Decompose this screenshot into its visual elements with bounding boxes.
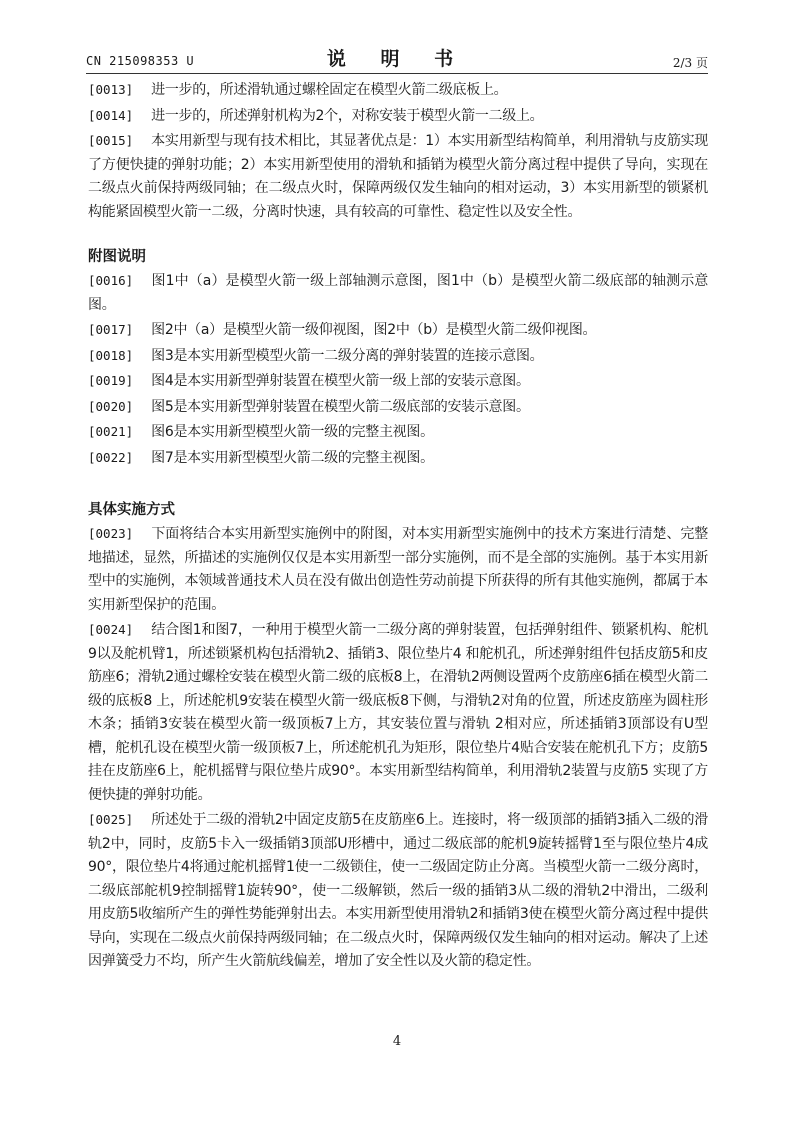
paragraph-text: 图6是本实用新型模型火箭一级的完整主视图。 [151,424,434,440]
paragraph-id: [0013] [88,82,134,97]
section-heading-figures: 附图说明 [88,249,146,265]
paragraph-0022 [88,446,708,471]
paragraph-id: [0015] [88,133,134,148]
paragraph-0014 [88,104,708,129]
paragraph-id: [0019] [88,373,134,388]
paragraph-id: [0021] [88,424,134,439]
paragraph-0019 [88,369,708,394]
paragraph-0017 [88,318,708,343]
paragraph-text: 图2中（a）是模型火箭一级仰视图，图2中（b）是模型火箭二级仰视图。 [151,322,597,338]
paragraph-id: [0024] [88,622,134,637]
paragraph-text: 结合图1和图7，一种用于模型火箭一二级分离的弹射装置，包括弹射组件、锁紧机构、舵机9以及舵机臂1，所述锁紧机构包括滑轨2、插销3、限位垫片4 和舵机孔，所述弹射组件包括皮筋5和皮筋座6；滑轨2通过螺栓安装在模型火箭二级的底板8上，在滑轨2两侧设置两个皮筋座6插在模型火箭二级的底板8 上，所述舵机9安装在模型火箭一级底板8下侧，与滑轨2对角的位置，所述皮筋座为圆柱形木条；插销3安装在模型火箭一级顶板7上方，其安装位置与滑轨 2相对应，所述插销3顶部设有U型槽，舵机孔设在模型火箭一级顶板7上，所述舵机孔为矩形，限位垫片4贴合安装在舵机孔下方；皮筋5挂在皮筋座6上，舵机摇臂与限位垫片成90°。本实用新型结构简单，利用滑轨2装置与皮筋5 实现了方便快捷的弹射功能。 [88,622,708,803]
paragraph-0018 [88,344,708,369]
header-divider [86,73,708,74]
paragraph-text: 本实用新型与现有技术相比，其显著优点是：1）本实用新型结构简单，利用滑轨与皮筋实现了方便快捷的弹射功能；2）本实用新型使用的滑轨和插销为模型火箭分离过程中提供了导向，实现在二级点火前保持两级同轴；在二级点火时，保障两级仅发生轴向的相对运动，3）本实用新型的锁紧机构能紧固模型火箭一二级，分离时快速，具有较高的可靠性、稳定性以及安全性。 [88,133,708,220]
paragraph-id: [0022] [88,449,134,465]
paragraph-text: 图7是本实用新型模型火箭二级的完整主视图。 [151,449,434,466]
page-indicator: 2/3 页 [672,56,708,70]
paragraph-text: 进一步的，所述滑轨通过螺栓固定在模型火箭二级底板上。 [151,82,508,98]
paragraph-0021 [88,420,708,445]
paragraph-text: 下面将结合本实用新型实施例中的附图，对本实用新型实施例中的技术方案进行清楚、完整地描述，显然，所描述的实施例仅仅是本实用新型一部分实施例，而不是全部的实施例。基于本实用新型中的实施例，本领域普通技术人员在没有做出创造性劳动前提下所获得的所有其他实施例，都属于本实用新型保护的范围。 [88,526,708,613]
paragraph-id: [0017] [88,322,134,337]
patent-number: CN 215098353 U [86,54,195,68]
paragraph-0013 [88,78,708,103]
paragraph-0025 [88,808,708,974]
paragraph-0024 [88,618,708,807]
paragraph-id: [0014] [88,107,134,123]
document-title: 说 明 书 [326,48,468,70]
page-header [86,44,708,74]
paragraph-0020 [88,395,708,420]
paragraph-text: 图4是本实用新型弹射装置在模型火箭一级上部的安装示意图。 [151,373,530,389]
paragraph-id: [0018] [88,347,134,363]
paragraph-text: 图1中（a）是模型火箭一级上部轴测示意图，图1中（b）是模型火箭二级底部的轴测示意图。 [88,273,708,313]
paragraph-text: 图3是本实用新型模型火箭一二级分离的弹射装置的连接示意图。 [151,347,544,364]
paragraph-id: [0020] [88,398,134,414]
paragraph-id: [0025] [88,812,134,827]
paragraph-text: 图5是本实用新型弹射装置在模型火箭二级底部的安装示意图。 [151,398,530,415]
paragraph-0023 [88,522,708,617]
paragraph-0016 [88,269,708,317]
page-number: 4 [392,1034,402,1049]
paragraph-id: [0023] [88,526,134,541]
section-heading-embodiment: 具体实施方式 [88,502,175,518]
paragraph-id: [0016] [88,273,134,288]
paragraph-0015 [88,129,708,224]
paragraph-text: 进一步的，所述弹射机构为2个，对称安装于模型火箭一二级上。 [151,107,544,124]
paragraph-text: 所述处于二级的滑轨2中固定皮筋5在皮筋座6上。连接时，将一级顶部的插销3插入二级的滑轨2中，同时，皮筋5卡入一级插销3顶部U形槽中，通过二级底部的舵机9旋转摇臂1至与限位垫片4成90°，限位垫片4将通过舵机摇臂1使一二级锁住，使一二级固定防止分离。当模型火箭一二级分离时，二级底部舵机9控制摇臂1旋转90°，使一二级解锁，然后一级的插销3从二级的滑轨2中滑出，二级利用皮筋5收缩所产生的弹性势能弹射出去。本实用新型使用滑轨2和插销3使在模型火箭分离过程中提供导向，实现在二级点火前保持两级同轴；在二级点火时，保障两级仅发生轴向的相对运动。解决了上述因弹簧受力不均，所产生火箭航线偏差，增加了安全性以及火箭的稳定性。 [88,812,708,969]
document-body [88,78,708,975]
